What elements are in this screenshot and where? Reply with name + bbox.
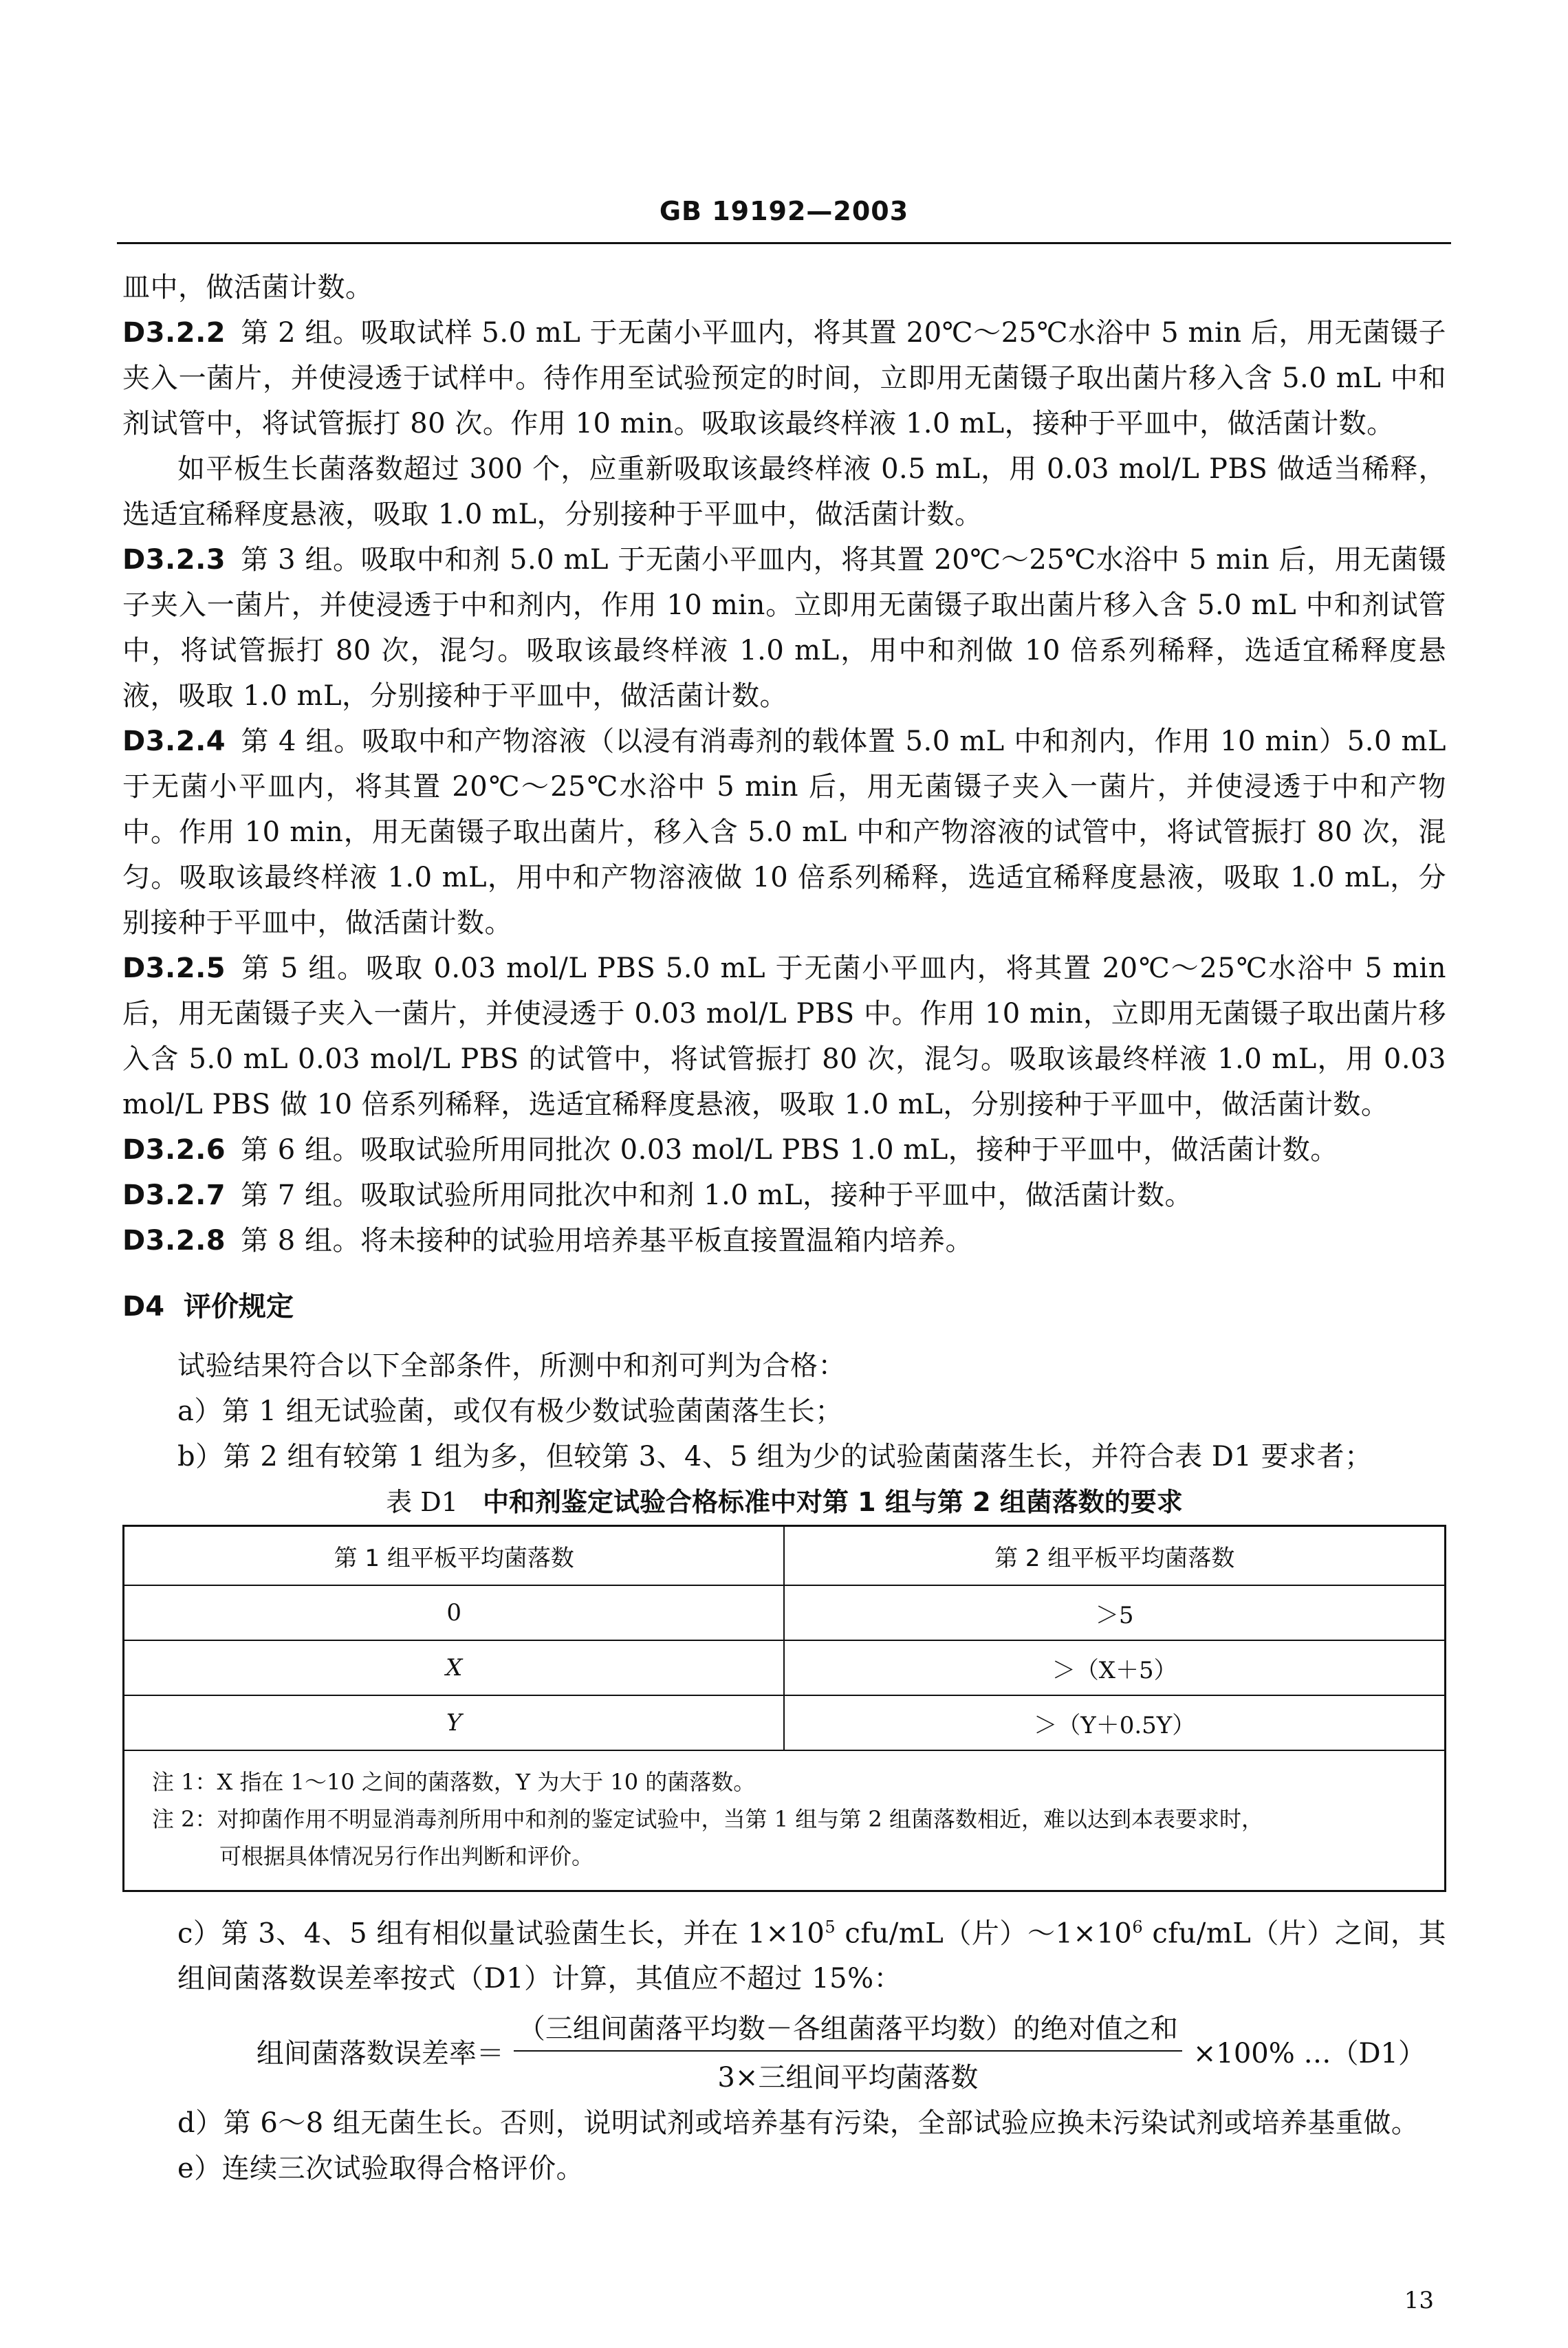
criterion-c: [122, 1904, 1446, 2001]
table-header-cell: 第 2 组平板平均菌落数: [784, 1526, 1445, 1586]
criterion-e: e）连续三次试验取得合格评价。: [177, 2153, 585, 2185]
clause-d3-2-3: [122, 537, 1446, 719]
table-cell-text: X: [446, 1654, 463, 1682]
table-caption-text: 中和剂鉴定试验合格标准中对第 1 组与第 2 组菌落数的要求: [482, 1487, 1183, 1517]
clause-d3-2-8: [122, 1218, 1446, 1263]
formula-d1: [122, 2007, 1446, 2095]
table-row: [124, 1695, 1446, 1750]
criterion-d: d）第 6～8 组无菌生长。否则，说明试剂或培养基有污染，全部试验应换未污染试剂或培养基重做。: [177, 2107, 1419, 2140]
clause-id: D3.2.6: [122, 1134, 226, 1166]
clause-text: 第 7 组。吸取试验所用同批次中和剂 1.0 mL，接种于平皿中，做活菌计数。: [241, 1180, 1193, 1211]
clause-d3-2-4: [122, 719, 1446, 946]
criterion-c-text: cfu/mL（片）～1×10: [836, 1917, 1133, 1950]
clause-d3-2-7: [122, 1173, 1446, 1218]
standard-header: GB 19192—2003: [659, 196, 909, 226]
table-notes: [124, 1750, 1446, 1891]
document-body: [122, 265, 1446, 2191]
criterion-c-text: c）第 3、4、5 组有相似量试验菌生长，并在 1×10: [177, 1917, 825, 1950]
clause-d3-2-5: [122, 946, 1446, 1127]
page-number: 13: [1404, 2287, 1434, 2314]
table-cell: [124, 1640, 785, 1695]
section-number: D4: [122, 1291, 165, 1323]
formula-tail: ×100% …（D1）: [1193, 2037, 1426, 2069]
paragraph-continuation: 皿中，做活菌计数。: [122, 272, 373, 303]
clause-d3-2-6: [122, 1127, 1446, 1173]
clause-text: 第 4 组。吸取中和产物溶液（以浸有消毒剂的载体置 5.0 mL 中和剂内，作用 10 min）5.0 mL 于无菌小平皿内，将其置 20℃～25℃水浴中 5 min 后，用无菌镊子夹入一菌片，并使浸透于中和产物中。作用 10 min，用无菌镊子取出菌片，移入含 5.0 mL 中和产物溶液的试管中，将试管振打 80 次，混匀。吸取该最终样液 1.0 mL，用中和产物溶液做 10 倍系列稀释，选适宜稀释度悬液，吸取 1.0 mL，分别接种于平皿中，做活菌计数。: [122, 726, 1446, 939]
clause-id: D3.2.7: [122, 1180, 226, 1211]
table-row: [124, 1640, 1446, 1695]
clause-id: D3.2.5: [122, 953, 226, 984]
table-header-row: [124, 1526, 1446, 1586]
criteria-intro: 试验结果符合以下全部条件，所测中和剂可判为合格：: [177, 1350, 846, 1382]
clause-id: D3.2.2: [122, 317, 226, 349]
table-cell: ＞（Y＋0.5Y）: [784, 1695, 1445, 1750]
criterion-a: a）第 1 组无试验菌，或仅有极少数试验菌菌落生长；: [177, 1395, 843, 1427]
criteria-table: [122, 1525, 1446, 1892]
table-cell: [124, 1695, 785, 1750]
criterion-c-text: cfu/mL（片）之间，其组间菌落数误差率按式（D1）计算，其值应不超过 15%：: [177, 1917, 1447, 1995]
formula-lhs: 组间菌落数误差率＝: [256, 2037, 504, 2069]
clause-d3-2-2-note: 如平板生长菌落数超过 300 个，应重新吸取该最终样液 0.5 mL，用 0.03 mol/L PBS 做适当稀释，选适宜稀释度悬液，吸取 1.0 mL，分别接种于平皿中，做活菌计数。: [122, 453, 1446, 530]
clause-id: D3.2.8: [122, 1225, 226, 1257]
clause-text: 第 2 组。吸取试样 5.0 mL 于无菌小平皿内，将其置 20℃～25℃水浴中 5 min 后，用无菌镊子夹入一菌片，并使浸透于试样中。待作用至试验预定的时间，立即用无菌镊子取出菌片移入含 5.0 mL 中和剂试管中，将试管振打 80 次。作用 10 min。吸取该最终样液 1.0 mL，接种于平皿中，做活菌计数。: [122, 317, 1446, 439]
section-heading-d4: [122, 1284, 1446, 1329]
criterion-b: b）第 2 组有较第 1 组为多，但较第 3、4、5 组为少的试验菌菌落生长，并符合表 D1 要求者；: [177, 1441, 1373, 1472]
formula-denominator: 3×三组间平均菌落数: [717, 2062, 979, 2094]
table-note-2-continuation: 可根据具体情况另行作出判断和评价。: [219, 1843, 594, 1869]
section-title: 评价规定: [184, 1291, 294, 1323]
clause-d3-2-2: [122, 310, 1446, 446]
exponent: 5: [825, 1917, 836, 1937]
table-cell: ＞5: [784, 1585, 1445, 1640]
clause-text: 第 8 组。将未接种的试验用培养基平板直接置温箱内培养。: [241, 1225, 973, 1257]
table-cell-text: Y: [446, 1709, 462, 1737]
clause-id: D3.2.4: [122, 726, 226, 757]
header-rule: [117, 242, 1451, 244]
exponent: 6: [1132, 1917, 1144, 1937]
table-cell: ＞（X＋5）: [784, 1640, 1445, 1695]
table-cell: 0: [124, 1585, 785, 1640]
formula-numerator: （三组间菌落平均数－各组菌落平均数）的绝对值之和: [514, 2007, 1182, 2052]
clause-id: D3.2.3: [122, 544, 226, 576]
table-note-2: 注 2：对抑菌作用不明显消毒剂所用中和剂的鉴定试验中，当第 1 组与第 2 组菌落数相近，难以达到本表要求时，: [152, 1806, 1263, 1832]
clause-text: 第 6 组。吸取试验所用同批次 0.03 mol/L PBS 1.0 mL，接种于平皿中，做活菌计数。: [241, 1134, 1338, 1166]
clause-text: 第 5 组。吸取 0.03 mol/L PBS 5.0 mL 于无菌小平皿内，将其置 20℃～25℃水浴中 5 min 后，用无菌镊子夹入一菌片，并使浸透于 0.03 mol/L PBS 中。作用 10 min，立即用无菌镊子取出菌片移入含 5.0 mL 0.03 mol/L PBS 的试管中，将试管振打 80 次，混匀。吸取该最终样液 1.0 mL，用 0.03 mol/L PBS 做 10 倍系列稀释，选适宜稀释度悬液，吸取 1.0 mL，分别接种于平皿中，做活菌计数。: [122, 953, 1446, 1120]
table-note-1: 注 1：X 指在 1～10 之间的菌落数，Y 为大于 10 的菌落数。: [152, 1769, 756, 1795]
formula-fraction: [514, 2007, 1182, 2095]
table-row: [124, 1585, 1446, 1640]
clause-text: 第 3 组。吸取中和剂 5.0 mL 于无菌小平皿内，将其置 20℃～25℃水浴中 5 min 后，用无菌镊子夹入一菌片，并使浸透于中和剂内，作用 10 min。立即用无菌镊子取出菌片移入含 5.0 mL 中和剂试管中，将试管振打 80 次，混匀。吸取该最终样液 1.0 mL，用中和剂做 10 倍系列稀释，选适宜稀释度悬液，吸取 1.0 mL，分别接种于平皿中，做活菌计数。: [122, 544, 1446, 712]
table-caption: [122, 1479, 1446, 1525]
table-header-cell: 第 1 组平板平均菌落数: [124, 1526, 785, 1586]
table-number: 表 D1: [386, 1487, 458, 1517]
table-notes-row: [124, 1750, 1446, 1891]
